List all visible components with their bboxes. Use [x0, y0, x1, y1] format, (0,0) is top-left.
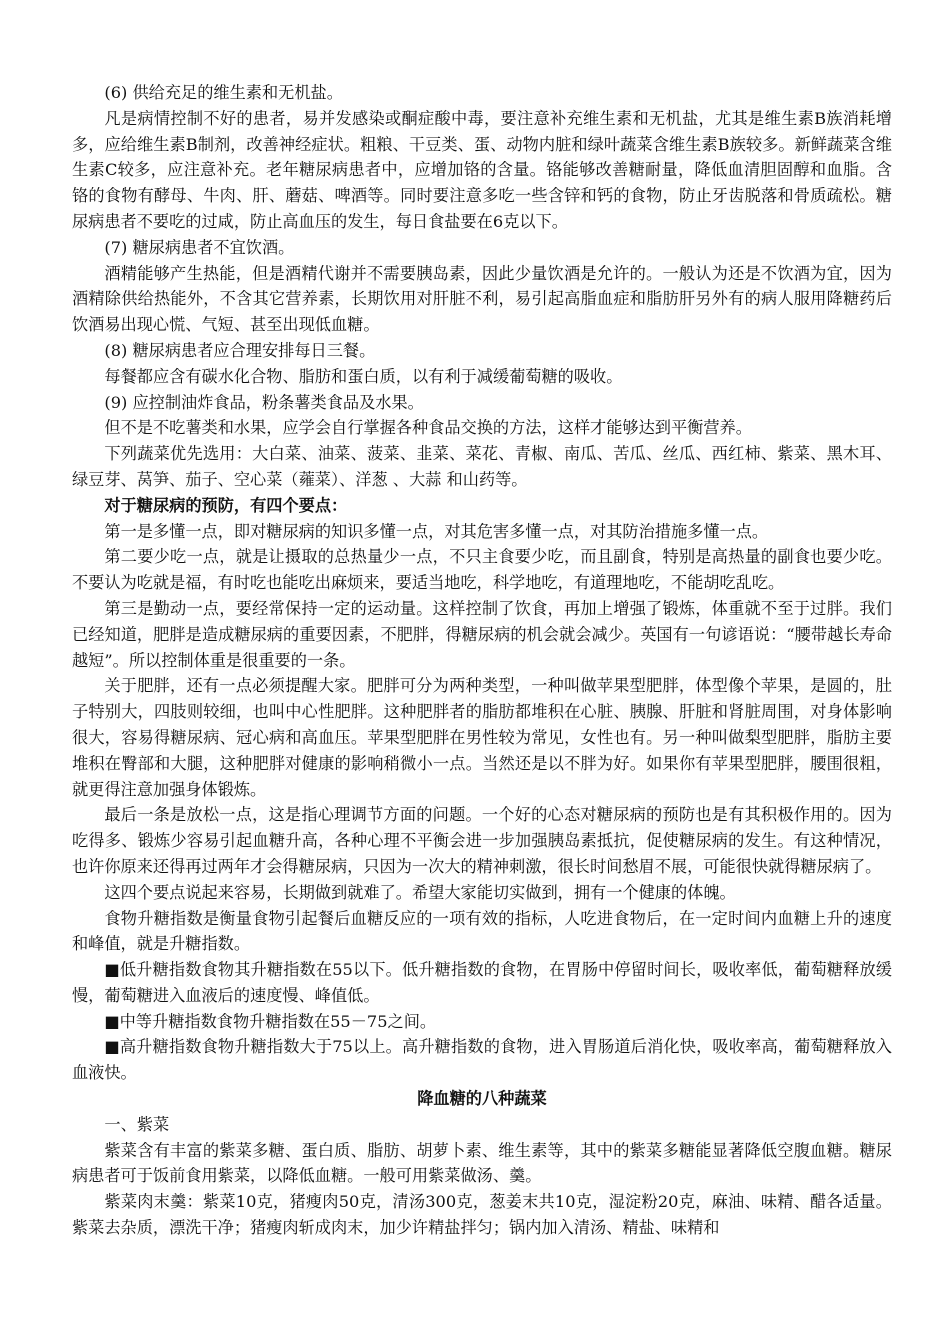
section-title: 降血糖的八种蔬菜 [417, 1089, 547, 1109]
prevention-heading: 对于糖尿病的预防，有四个要点： [104, 495, 348, 515]
vitamins-paragraph: 凡是病情控制不好的患者，易并发感染或酮症酸中毒，要注意补充维生素和无机盐，尤其是维生素B族消耗增多，应给维生素B制剂，改善神经症状。粗粮、干豆类、蛋、动物内脏和绿叶蔬菜含维生素B族较多。新鲜蔬菜含维生素C较多，应注意补充。老年糖尿病患者中，应增加铬的含量。铬能够改善糖耐量，降低血清胆固醇和血脂。含铬的食物有酵母、牛肉、肝、蘑菇、啤酒等。同时要注意多吃一些含锌和钙的食物，防止牙齿脱落和骨质疏松。糖尿病患者不要吃的过咸，防止高血压的发生，每日食盐要在6克以下。 [72, 108, 892, 231]
seaweed-paragraph: 紫菜含有丰富的紫菜多糖、蛋白质、脂肪、胡萝卜素、维生素等，其中的紫菜多糖能显著降低空腹血糖。糖尿病患者可于饭前食用紫菜，以降低血糖。一般可用紫菜做汤、羹。 [72, 1140, 892, 1186]
item-8-heading: (8) 糖尿病患者应合理安排每日三餐。 [104, 340, 376, 360]
seaweed-heading: 一、紫菜 [104, 1114, 170, 1134]
seaweed-recipe-paragraph: 紫菜肉末羹：紫菜10克，猪瘦肉50克，清汤300克，葱姜末共10克，湿淀粉20克，麻油、味精、醋各适量。紫菜去杂质，漂洗干净；猪瘦肉斩成肉末，加少许精盐拌匀；锅内加入清汤、精盐、味精和 [72, 1192, 892, 1238]
low-gi-paragraph: ■低升糖指数食物其升糖指数在55以下。低升糖指数的食物，在胃肠中停留时间长，吸收率低，葡萄糖释放缓慢，葡萄糖进入血液后的速度慢、峰值低。 [72, 960, 892, 1005]
point-one-paragraph: 第一是多懂一点，即对糖尿病的知识多懂一点，对其危害多懂一点，对其防治措施多懂一点。 [104, 521, 769, 541]
summary-paragraph: 这四个要点说起来容易，长期做到就难了。希望大家能切实做到，拥有一个健康的体魄。 [104, 882, 736, 902]
medium-gi-paragraph: ■中等升糖指数食物升糖指数在55－75之间。 [104, 1011, 437, 1031]
obesity-paragraph: 关于肥胖，还有一点必须提醒大家。肥胖可分为两种类型，一种叫做苹果型肥胖，体型像个苹果，是圆的，肚子特别大，四肢则较细，也叫中心性肥胖。这种肥胖者的脂肪都堆积在心脏、胰腺、肝脏和肾脏周围，对身体影响很大，容易得糖尿病、冠心病和高血压。苹果型肥胖在男性较为常见，女性也有。另一种叫做梨型肥胖，脂肪主要堆积在臀部和大腿，这种肥胖对健康的影响稍微小一点。当然还是以不胖为好。如果你有苹果型肥胖，腰围很粗，就更得注意加强身体锻炼。 [72, 676, 892, 799]
high-gi-paragraph: ■高升糖指数食物升糖指数大于75以上。高升糖指数的食物，进入胃肠道后消化快，吸收率高，葡萄糖释放入血液快。 [72, 1037, 892, 1083]
point-four-paragraph: 最后一条是放松一点，这是指心理调节方面的问题。一个好的心态对糖尿病的预防也是有其积极作用的。因为吃得多、锻炼少容易引起血糖升高，各种心理不平衡会进一步加强胰岛素抵抗，促使糖尿病的发生。有这种情况，也许你原来还得再过两年才会得糖尿病，只因为一次大的精神刺激，很长时间愁眉不展，可能很快就得糖尿病了。 [72, 805, 892, 876]
fruit-paragraph: 但不是不吃薯类和水果，应学会自行掌握各种食品交换的方法，这样才能够达到平衡营养。 [104, 418, 752, 438]
item-6-heading: (6) 供给充足的维生素和无机盐。 [104, 83, 343, 102]
point-two-paragraph: 第二要少吃一点，就是让摄取的总热量少一点，不只主食要少吃，而且副食，特别是高热量的副食也要少吃。不要认为吃就是福，有时吃也能吃出麻烦来，要适当地吃，科学地吃，有道理地吃，不能胡吃乱吃。 [72, 547, 892, 593]
document-page [72, 80, 892, 1241]
item-9-heading: (9) 应控制油炸食品，粉条薯类食品及水果。 [104, 392, 424, 412]
alcohol-paragraph: 酒精能够产生热能，但是酒精代谢并不需要胰岛素，因此少量饮酒是允许的。一般认为还是不饮酒为宜，因为酒精除供给热能外，不含其它营养素，长期饮用对肝脏不利，易引起高脂血症和脂肪肝另外有的病人服用降糖药后饮酒易出现心慌、气短、甚至出现低血糖。 [72, 263, 892, 335]
point-three-paragraph: 第三是勤动一点，要经常保持一定的运动量。这样控制了饮食，再加上增强了锻炼，体重就不至于过胖。我们已经知道，肥胖是造成糖尿病的重要因素，不肥胖，得糖尿病的机会就会减少。英国有一句谚语说：“腰带越长寿命越短”。所以控制体重是很重要的一条。 [72, 598, 892, 670]
vegetables-paragraph: 下列蔬菜优先选用：大白菜、油菜、菠菜、韭菜、菜花、青椒、南瓜、苦瓜、丝瓜、西红柿、紫菜、黑木耳、绿豆芽、莴笋、茄子、空心菜（蕹菜）、洋葱 、大蒜 和山药等。 [72, 444, 892, 489]
glycemic-index-paragraph: 食物升糖指数是衡量食物引起餐后血糖反应的一项有效的指标，人吃进食物后，在一定时间内血糖上升的速度和峰值，就是升糖指数。 [72, 908, 892, 954]
item-7-heading: (7) 糖尿病患者不宜饮酒。 [104, 237, 295, 257]
meals-paragraph: 每餐都应含有碳水化合物、脂肪和蛋白质，以有利于减缓葡萄糖的吸收。 [104, 366, 623, 386]
